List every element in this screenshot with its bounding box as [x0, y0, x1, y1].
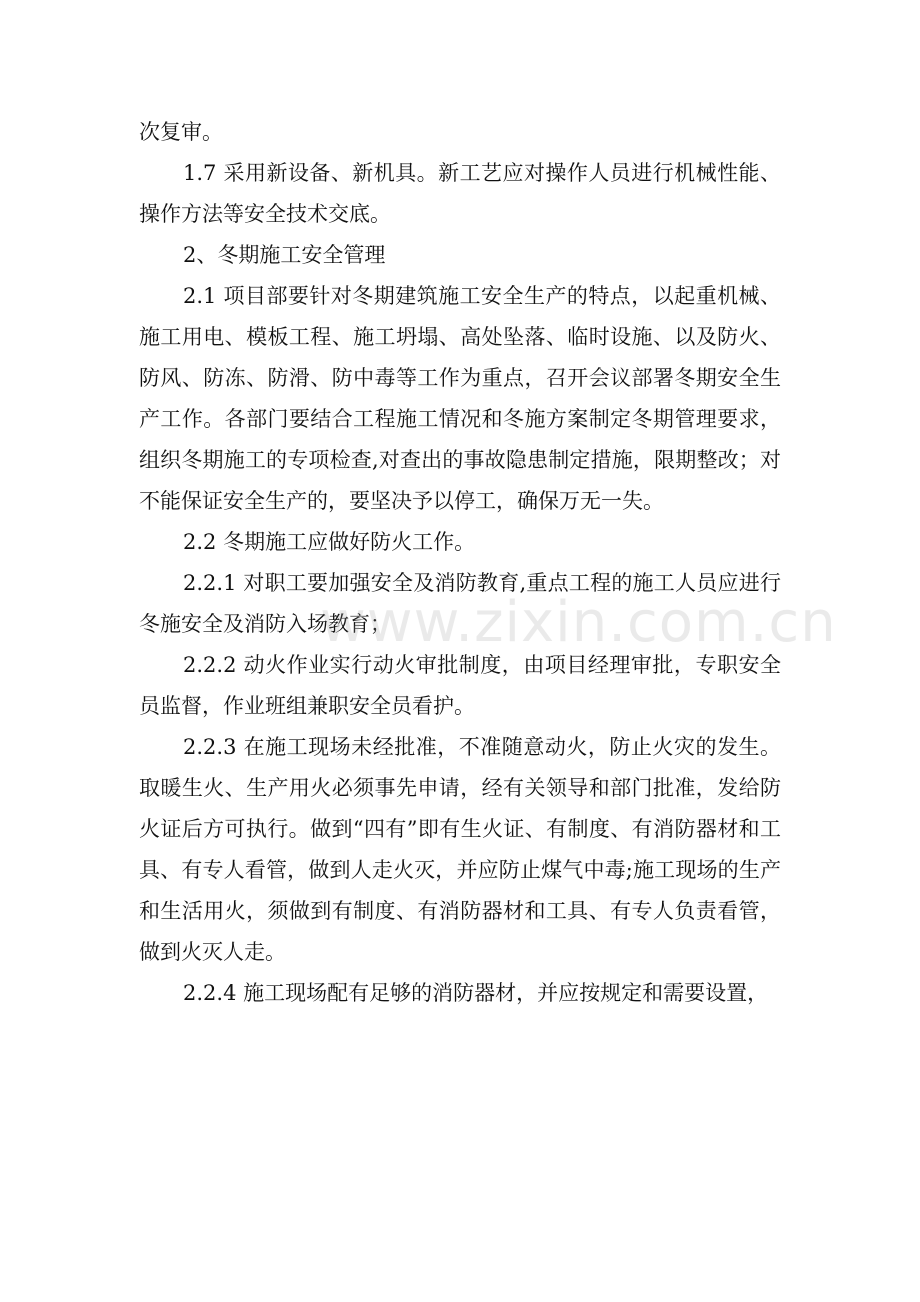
document-body [139, 112, 781, 1014]
paragraph-2-2-2-hot-work-approval: 2.2.2 动火作业实行动火审批制度，由项目经理审批，专职安全员监督，作业班组兼职安全员看护。 [139, 653, 781, 718]
watermark: www.zixin.com.cn [320, 590, 837, 655]
paragraph-review-continuation: 次复审。 [139, 120, 223, 144]
paragraph-2-2-4-fire-equipment: 2.2.4 施工现场配有足够的消防器材，并应按规定和需要设置， [183, 981, 769, 1005]
paragraph-2-1-project-dept: 2.1 项目部要针对冬期建筑施工安全生产的特点，以起重机械、施工用电、模板工程、施工坍塌、高处坠落、临时设施、以及防火、防风、防冻、防滑、防中毒等工作为重点，召开会议部署冬期安全生产工作。各部门要结合工程施工情况和冬施方案制定冬期管理要求，组织冬期施工的专项检查,对查出的事故隐患制定措施，限期整改；对不能保证安全生产的，要坚决予以停工，确保万无一失。 [139, 284, 781, 513]
paragraph-1-7-new-equipment: 1.7 采用新设备、新机具。新工艺应对操作人员进行机械性能、操作方法等安全技术交底。 [139, 161, 781, 226]
paragraph-2-2-3-fire-use: 2.2.3 在施工现场未经批准，不准随意动火，防止火灾的发生。取暖生火、生产用火必须事先申请，经有关领导和部门批准，发给防火证后方可执行。做到“四有”即有生火证、有制度、有消防器材和工具、有专人看管，做到人走火灭，并应防止煤气中毒;施工现场的生产和生活用火，须做到有制度、有消防器材和工具、有专人负责看管，做到火灭人走。 [139, 735, 781, 964]
heading-2-winter-safety: 2、冬期施工安全管理 [183, 243, 386, 267]
paragraph-2-2-fire-prevention: 2.2 冬期施工应做好防火工作。 [183, 530, 476, 554]
paragraph-2-2-1-education: 2.2.1 对职工要加强安全及消防教育,重点工程的施工人员应进行冬施安全及消防入场教育； [139, 571, 781, 636]
